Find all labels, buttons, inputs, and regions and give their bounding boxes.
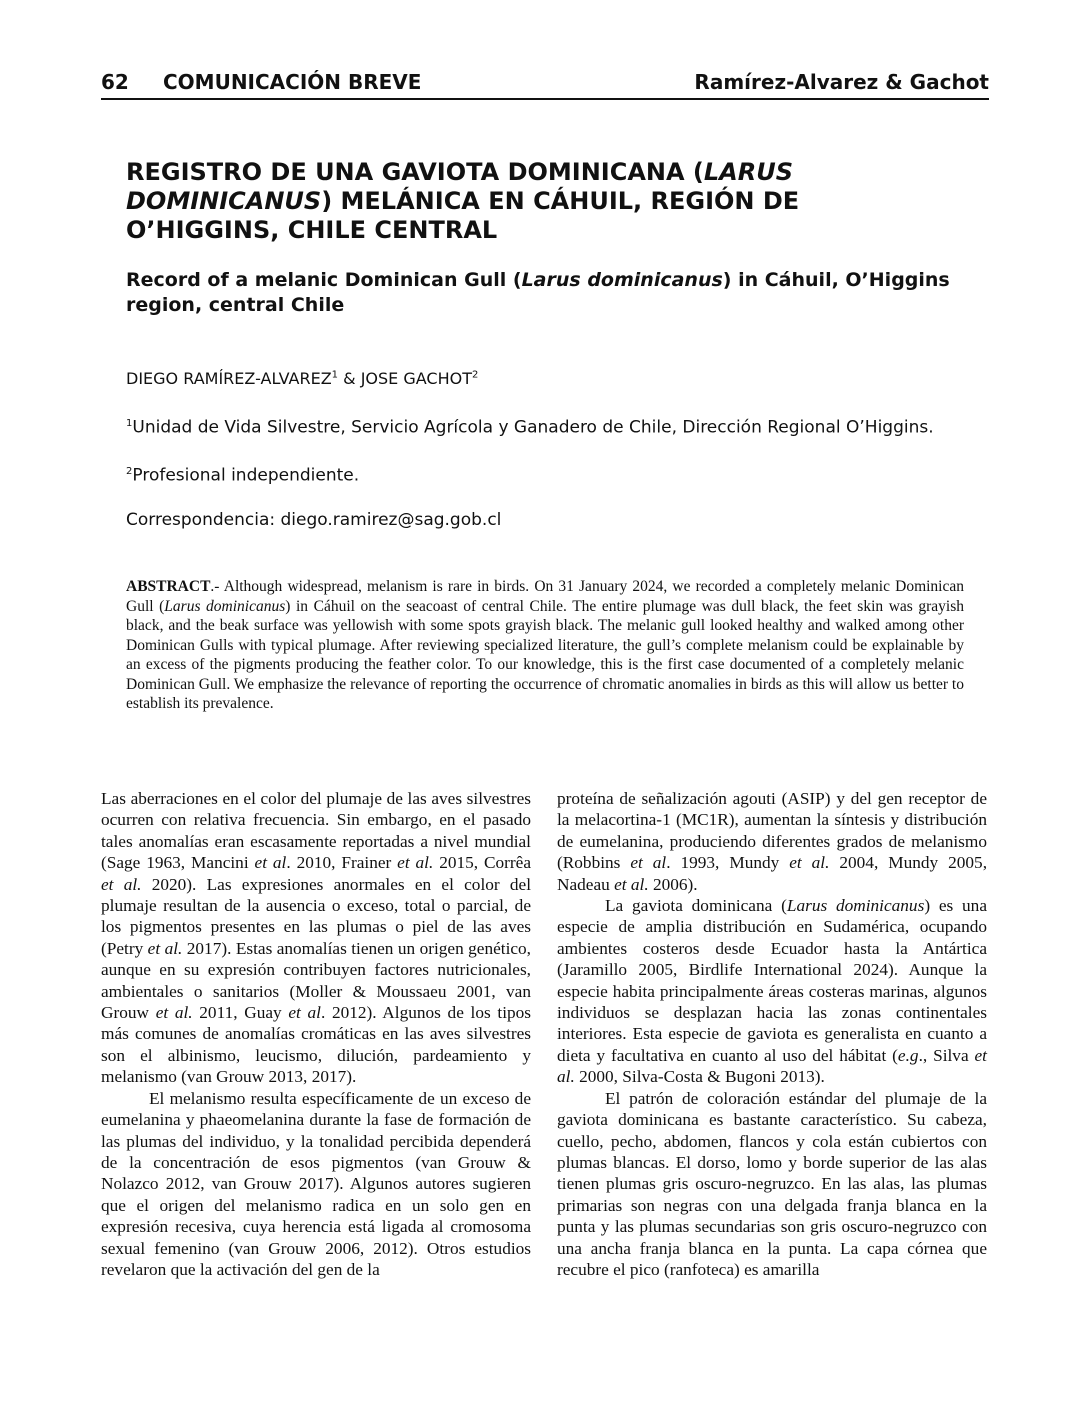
body-paragraph-5: El patrón de coloración estándar del plumaje de la gaviota dominicana es bastante característico. Su cabeza, cuello, pecho, abdomen, flancos y cola están cubiertos con plumas blancas. El dorso, lomo y borde superior de las alas tienen plumas gris oscuro-negruzco. En las alas, las plumas primarias son negras con una delgada franja blanca en la punta y las plumas secundarias son gris oscuro-negruzco con una ancha franja blanca en la punta. La capa córnea que recubre el pico (ranfoteca) es amarilla	[557, 1088, 987, 1279]
body-paragraph-3: proteína de señalización agouti (ASIP) y del gen receptor de la melacortina-1 (MC1R), aumentan la síntesis y distribución de eumelanina, produciendo diferentes grados de melanismo (Robbins et al. 1993, Mundy et al. 2004, Mundy 2005, Nadeau et al. 2006).	[557, 789, 988, 894]
section-label: COMUNICACIÓN BREVE	[163, 70, 422, 94]
running-authors: Ramírez-Alvarez & Gachot	[694, 70, 989, 94]
running-header	[101, 66, 989, 100]
article-subtitle: Record of a melanic Dominican Gull (Larus dominicanus) in Cáhuil, O’Higgins region, central Chile	[126, 269, 950, 316]
body-paragraph-4: La gaviota dominicana (Larus dominicanus) es una especie de amplia distribución en Sudamérica, ocupando ambientes costeros desde Ecuador hasta la Antártica (Jaramillo 2005, Birdlife International 2024). Aunque la especie habita principalmente áreas costeras marinas, algunos individuos se desplazan hacia las zonas continentales interiores. Esta especie de gaviota es generalista en cuanto a dieta y facultativa en cuanto al uso del hábitat (e.g., Silva et al. 2000, Silva-Costa & Bugoni 2013).	[557, 896, 987, 1087]
author-line: DIEGO RAMÍREZ-ALVAREZ$^1$ & JOSE GACHOT$^2$	[126, 369, 479, 388]
affiliation-2: $^2$Profesional independiente.	[126, 465, 360, 486]
abstract-label: ABSTRACT	[126, 578, 211, 595]
body-column-right	[557, 788, 987, 1280]
affiliation-1: $^1$Unidad de Vida Silvestre, Servicio Agrícola y Ganadero de Chile, Dirección Regional O’Higgins.	[126, 417, 934, 438]
body-paragraph-1: Las aberraciones en el color del plumaje de las aves silvestres ocurren con relativa frecuencia. Sin embargo, en el pasado tales anomalías eran escasamente reportadas a nivel mundial (Sage 1963, Mancini et al. 2010, Frainer et al. 2015, Corrêa et al. 2020). Las expresiones anormales en el color del plumaje resultan de la ausencia o exceso, total o parcial, de los pigmentos presentes en las plumas o piel de las aves (Petry et al. 2017). Estas anomalías tienen un origen genético, aunque en su expresión contribuyen factores nutricionales, ambientales o sanitarios (Moller & Moussaeu 2001, van Grouw et al. 2011, Guay et al. 2012). Algunos de los tipos más comunes de anomalías cromáticas en las aves silvestres son el albinismo, leucismo, dilución, pardeamiento y melanismo (van Grouw 2013, 2017).	[101, 789, 532, 1087]
correspondence: Correspondencia: diego.ramirez@sag.gob.cl	[126, 510, 502, 530]
body-column-left	[101, 788, 531, 1280]
page-number: 62	[101, 70, 129, 94]
body-paragraph-2: El melanismo resulta específicamente de un exceso de eumelanina y phaeomelanina durante la fase de formación de las plumas del individuo, y la tonalidad percibida dependerá de la concentración de esos pigmentos (van Grouw & Nolazco 2012, van Grouw 2017). Algunos autores sugieren que el origen del melanismo radica en un solo gen en expresión recesiva, cuya herencia está ligada al cromosoma sexual femenino (van Grouw 2006, 2012). Otros estudios revelaron que la activación del gen de la	[101, 1088, 531, 1279]
article-title: REGISTRO DE UNA GAVIOTA DOMINICANA (LARUS DOMINICANUS) MELÁNICA EN CÁHUIL, REGIÓN DE O’HIGGINS, CHILE CENTRAL	[126, 158, 800, 244]
abstract: ABSTRACT.- Although widespread, melanism is rare in birds. On 31 January 2024, we recorded a completely melanic Dominican Gull (Larus dominicanus) in Cáhuil on the seacoast of central Chile. The entire plumage was dull black, the feet skin was grayish black, and the beak surface was yellowish with some spots grayish black. The melanic gull looked healthy and walked among other Dominican Gulls with typical plumage. After reviewing specialized literature, the gull’s complete melanism could be explainable by an excess of the pigments producing the feather color. To our knowledge, this is the first case documented of a completely melanic Dominican Gull. We emphasize the relevance of reporting the occurrence of chromatic anomalies in birds as this will allow us better to establish its prevalence.	[126, 578, 965, 712]
subtitle-species: Larus dominicanus	[521, 269, 723, 291]
title-species: LARUS DOMINICANUS	[126, 158, 794, 215]
